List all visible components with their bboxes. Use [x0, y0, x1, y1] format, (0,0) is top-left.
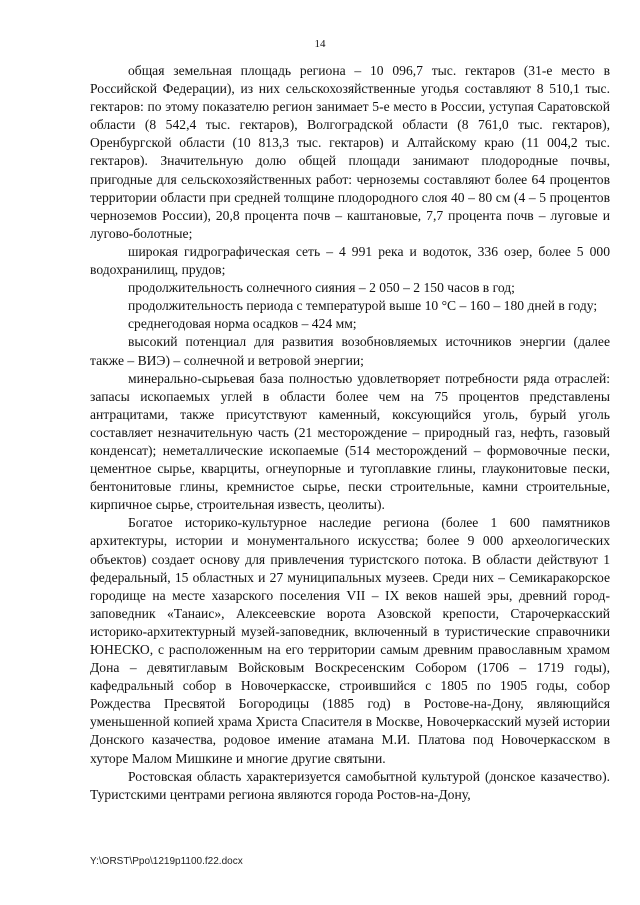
document-body — [90, 62, 610, 804]
paragraph-land-area: общая земельная площадь региона – 10 096,7 тыс. гектаров (31-е место в Российской Федерации), из них сельскохозяйственные угодья составляют 8 510,1 тыс. гектаров: по этому показателю регион занимает 5-е место в России, уступая Саратовской области (8 542,4 тыс. гектаров), Волгоградской области (8 761,0 тыс. гектаров), Оренбургской области (10 813,3 тыс. гектаров) и Алтайскому краю (11 004,2 тыс. гектаров). Значительную долю общей площади занимают плодородные почвы, пригодные для сельскохозяйственных работ: черноземы составляют более 64 процентов территории области при средней толщине плодородного слоя 40 – 80 см (4 – 5 процентов черноземов России), 20,8 процента почв – каштановые, 7,7 процента почв – луговые и лугово-болотные; — [90, 63, 610, 241]
paragraph-sunshine: продолжительность солнечного сияния – 2 050 – 2 150 часов в год; — [128, 280, 515, 296]
paragraph-precipitation: среднегодовая норма осадков – 424 мм; — [128, 316, 357, 332]
paragraph-renewable-energy: высокий потенциал для развития возобновляемых источников энергии (далее также – ВИЭ) – солнечной и ветровой энергии; — [90, 334, 610, 368]
footer-file-path: Y:\ORST\Ppo\1219p1100.f22.docx — [90, 856, 243, 867]
paragraph-mineral-resources: минерально-сырьевая база полностью удовлетворяет потребности ряда отраслей: запасы ископаемых углей в области более чем на 75 процентов представлены антрацитами, также присутствуют каменный, коксующийся уголь, бурый уголь составляет незначительную часть (21 месторождение – природный газ, нефть, газовый конденсат); неметаллические ископаемые (514 месторождений – формовочные пески, цементное сырье, кварциты, огнеупорные и тугоплавкие глины, глауконитовые пески, бентонитовые глины, кремнистое сырье, пески строительные, камни строительные, кирпичное сырье, строительная известь, цеолиты). — [90, 370, 610, 513]
paragraph-cultural-heritage: Богатое историко-культурное наследие региона (более 1 600 памятников архитектуры, истории и монументального искусства; более 9 000 археологических объектов) создает основу для привлечения туристского потока. В области действуют 1 федеральный, 15 областных и 27 муниципальных музеев. Среди них – Семикаракорское городище на месте хазарского поселения VII – IX веков нашей эры, древний город-заповедник «Танаис», Алексеевские ворота Азовской крепости, Старочеркасский историко-архитектурный музей-заповедник, включенный в туристические справочники ЮНЕСКО, с расположенным на его территории самым древним православным храмом Дона – девятиглавым Войсковым Воскресенским Собором (1706 – 1719 годы), кафедральный собор в Новочеркасске, строившийся с 1805 по 1905 годы, собор Рождества Пресвятой Богородицы (1885 год) в Ростове-на-Дону, являющийся уменьшенной копией храма Христа Спасителя в Москве, Новочеркасский музей истории Донского казачества, родовое имение атамана М.И. Платова под Новочеркасском в хуторе Малом Мишкине и многие другие святыни. — [90, 515, 610, 766]
paragraph-warm-period: продолжительность периода с температурой выше 10 °С – 160 – 180 дней в году; — [128, 298, 598, 314]
paragraph-hydrography: широкая гидрографическая сеть – 4 991 река и водоток, 336 озер, более 5 000 водохранилищ, прудов; — [90, 243, 610, 278]
page-number: 14 — [314, 38, 326, 50]
paragraph-tourist-centers: Ростовская область характеризуется самобытной культурой (донское казачество). Туристскими центрами региона являются города Ростов-на-Дону, — [90, 768, 610, 802]
